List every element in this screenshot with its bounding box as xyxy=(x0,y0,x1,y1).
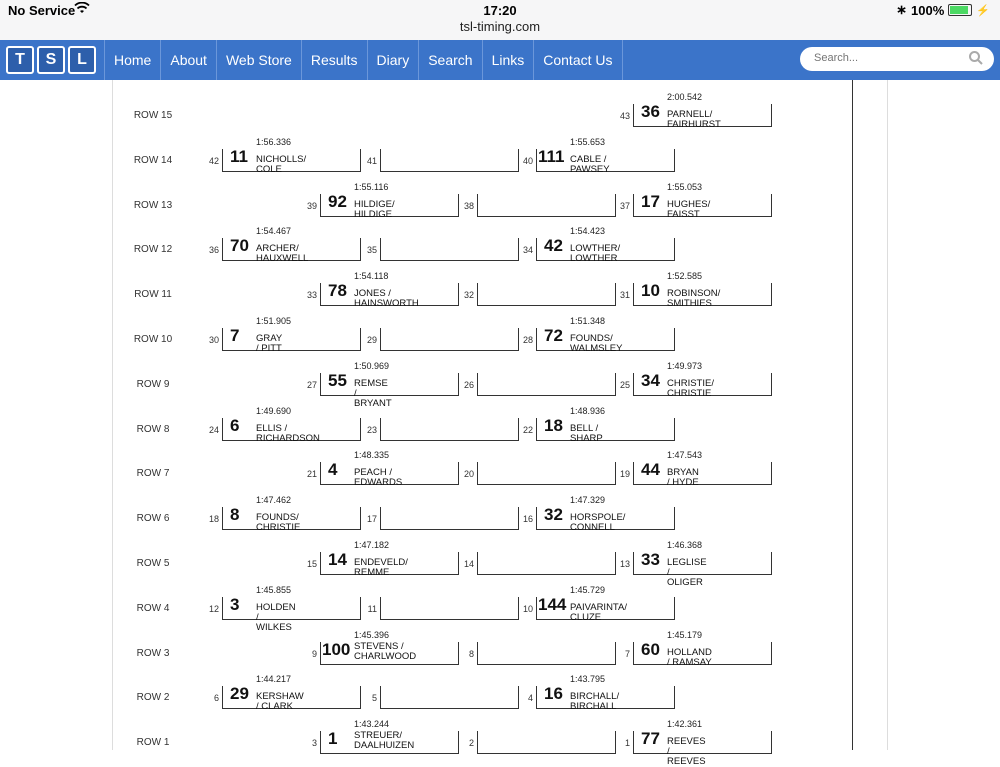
nav-web-store[interactable]: Web Store xyxy=(216,40,301,80)
logo-letter: S xyxy=(37,46,65,74)
logo-letter: T xyxy=(6,46,34,74)
carrier-label: No Service xyxy=(8,3,76,18)
charging-icon: ⚡ xyxy=(976,4,990,17)
grid-position: 39 xyxy=(306,200,317,211)
row-label: ROW 8 xyxy=(136,423,170,435)
grid-position: 42 xyxy=(208,155,219,166)
grid-box xyxy=(477,462,616,485)
car-number: 60 xyxy=(641,639,660,659)
driver-names: HUGHES/ FAISST xyxy=(667,198,711,220)
car-number: 4 xyxy=(328,460,338,480)
driver-names: PAIVARINTA/ CLUZE xyxy=(570,601,628,623)
car-number: 8 xyxy=(230,505,240,525)
car-number: 144 xyxy=(538,594,567,614)
grid-position: 9 xyxy=(311,648,317,659)
grid-border-right xyxy=(852,80,853,750)
lap-time: 1:55.116 xyxy=(354,181,389,192)
row-label: ROW 1 xyxy=(136,737,170,749)
driver-names: PARNELL/ FAIRHURST xyxy=(667,109,721,130)
grid-position: 28 xyxy=(522,335,533,345)
search-input[interactable] xyxy=(812,51,966,65)
car-number: 70 xyxy=(230,236,249,256)
grid-position: 37 xyxy=(619,200,630,211)
row-label: ROW 12 xyxy=(133,244,173,256)
car-number: 11 xyxy=(230,146,248,166)
grid-position: 14 xyxy=(463,559,474,569)
car-number: 78 xyxy=(328,281,347,301)
driver-names: HILDIGE/ HILDIGE xyxy=(354,198,395,220)
page-border-left xyxy=(112,80,113,750)
lap-time: 1:50.969 xyxy=(354,360,390,371)
car-number: 32 xyxy=(544,505,563,525)
driver-names: BRYAN / HYDE xyxy=(667,467,699,489)
page-border-right xyxy=(887,80,888,750)
driver-names: STREUER/ DAALHUIZEN xyxy=(354,730,415,752)
lap-time: 1:51.348 xyxy=(570,316,606,326)
driver-names: GRAY / PITT xyxy=(256,333,283,354)
car-number: 29 xyxy=(230,684,249,704)
grid-position: 35 xyxy=(366,245,377,256)
lap-time: 1:56.336 xyxy=(256,136,292,147)
row-label: ROW 2 xyxy=(136,692,170,704)
driver-names: BELL / SHARP xyxy=(570,422,603,444)
car-number: 36 xyxy=(641,102,660,121)
tsl-logo[interactable] xyxy=(6,46,96,74)
nav-about[interactable]: About xyxy=(160,40,216,80)
grid-position: 43 xyxy=(619,111,630,121)
grid-box xyxy=(477,552,616,575)
grid-position: 19 xyxy=(619,469,630,480)
grid-position: 5 xyxy=(371,693,377,704)
lap-time: 1:52.585 xyxy=(667,271,703,282)
driver-names: LOWTHER/ LOWTHER xyxy=(570,243,621,265)
car-number: 3 xyxy=(230,594,240,614)
car-number: 100 xyxy=(322,639,351,659)
lap-time: 2:00.542 xyxy=(667,92,703,102)
site-nav xyxy=(0,40,1000,80)
row-label: ROW 5 xyxy=(136,558,170,569)
car-number: 92 xyxy=(328,191,347,211)
driver-names: STEVENS / CHARLWOOD xyxy=(354,640,417,662)
driver-names: FOUNDS/ WALMSLEY xyxy=(570,333,623,354)
grid-position: 38 xyxy=(463,200,474,211)
grid-position: 24 xyxy=(208,424,219,435)
nav-results[interactable]: Results xyxy=(301,40,367,80)
grid-position: 36 xyxy=(208,245,219,256)
grid-box xyxy=(477,194,616,217)
grid-box xyxy=(380,507,519,530)
driver-names: CABLE / PAWSEY xyxy=(570,153,610,175)
lap-time: 1:49.973 xyxy=(667,360,703,371)
grid-position: 17 xyxy=(366,514,377,525)
grid-position: 8 xyxy=(468,648,474,659)
lap-time: 1:55.653 xyxy=(570,136,606,147)
car-number: 17 xyxy=(641,191,660,211)
grid-position: 41 xyxy=(366,155,377,166)
row-label: ROW 10 xyxy=(133,334,173,345)
lap-time: 1:45.179 xyxy=(667,629,703,640)
lap-time: 1:48.936 xyxy=(570,405,606,416)
lap-time: 1:43.244 xyxy=(354,719,390,730)
grid-box xyxy=(380,149,519,172)
grid-box xyxy=(380,686,519,709)
row-label: ROW 3 xyxy=(136,647,170,659)
driver-names: ARCHER/ HAUXWELL xyxy=(256,243,309,265)
clock: 17:20 xyxy=(483,3,517,18)
car-number: 18 xyxy=(544,415,563,435)
status-right xyxy=(896,2,990,18)
grid-position: 7 xyxy=(624,648,630,659)
grid-position: 16 xyxy=(522,514,533,525)
driver-names: CHRISTIE/ CHRISTIE xyxy=(667,377,714,399)
lap-time: 1:47.329 xyxy=(570,495,606,506)
bluetooth-icon: ∗ xyxy=(896,2,908,17)
driver-names: NICHOLLS/ COLE xyxy=(256,153,307,175)
logo-letter: L xyxy=(68,46,96,74)
grid-position: 33 xyxy=(306,290,317,301)
grid-position: 30 xyxy=(208,335,219,345)
driver-names: ELLIS / RICHARDSON xyxy=(256,422,320,444)
car-number: 42 xyxy=(544,236,563,256)
nav-search[interactable]: Search xyxy=(418,40,481,80)
car-number: 33 xyxy=(641,550,660,569)
grid-position: 13 xyxy=(619,559,630,569)
lap-time: 1:43.795 xyxy=(570,674,606,685)
lap-time: 1:45.729 xyxy=(570,584,606,595)
grid-position: 11 xyxy=(367,603,377,614)
grid-position: 10 xyxy=(522,603,533,614)
grid-position: 12 xyxy=(208,603,219,614)
address-bar[interactable]: tsl-timing.com xyxy=(459,19,541,34)
grid-position: 21 xyxy=(306,469,317,480)
driver-names: JONES / HAINSWORTH xyxy=(354,288,419,310)
nav-home[interactable]: Home xyxy=(104,40,160,80)
driver-names: REEVES / REEVES xyxy=(667,736,706,767)
driver-names: HORSPOLE/ CONNELL xyxy=(570,512,626,534)
row-label: ROW 15 xyxy=(133,110,173,121)
car-number: 10 xyxy=(641,281,660,301)
row-label: ROW 7 xyxy=(136,468,170,480)
car-number: 7 xyxy=(230,326,240,345)
driver-names: HOLLAND / RAMSAY xyxy=(667,646,712,668)
search-box[interactable] xyxy=(800,47,994,71)
lap-time: 1:45.396 xyxy=(354,629,390,640)
driver-names: ROBINSON/ SMITHIES xyxy=(667,288,721,310)
car-number: 16 xyxy=(544,684,563,704)
car-number: 55 xyxy=(328,370,347,390)
lap-time: 1:45.855 xyxy=(256,584,292,595)
driver-names: LEGLISE / OLIGER xyxy=(667,557,707,588)
driver-names: BIRCHALL/ BIRCHALL xyxy=(570,691,620,713)
lap-time: 1:49.690 xyxy=(256,405,292,416)
grid-position: 40 xyxy=(522,155,533,166)
grid-position: 18 xyxy=(208,514,219,525)
car-number: 44 xyxy=(641,460,660,480)
grid-position: 3 xyxy=(311,738,317,749)
nav-contact-us[interactable]: Contact Us xyxy=(533,40,622,80)
grid-position: 31 xyxy=(619,290,630,301)
grid-box xyxy=(477,283,616,306)
lap-time: 1:48.335 xyxy=(354,450,390,461)
grid-position: 34 xyxy=(522,245,533,256)
lap-time: 1:46.368 xyxy=(667,540,703,550)
grid-position: 15 xyxy=(306,559,317,569)
grid-position: 27 xyxy=(306,379,317,390)
row-label: ROW 9 xyxy=(136,378,170,390)
grid-box xyxy=(380,597,519,620)
driver-names: HOLDEN / WILKES xyxy=(256,601,296,633)
lap-time: 1:54.118 xyxy=(354,271,389,282)
grid-position: 4 xyxy=(527,693,533,704)
grid-box xyxy=(380,418,519,441)
row-label: ROW 11 xyxy=(134,289,172,301)
results-content xyxy=(0,80,1000,767)
battery-icon xyxy=(948,4,972,16)
lap-time: 1:55.053 xyxy=(667,181,703,192)
car-number: 34 xyxy=(641,370,660,390)
grid-position: 29 xyxy=(366,335,377,345)
car-number: 111 xyxy=(538,146,565,166)
lap-time: 1:54.467 xyxy=(256,226,292,237)
driver-names: KERSHAW / CLARK xyxy=(256,691,304,713)
car-number: 77 xyxy=(641,729,660,749)
row-label: ROW 4 xyxy=(136,602,170,614)
grid-box xyxy=(380,328,519,351)
row-label: ROW 13 xyxy=(133,199,173,211)
grid-position: 32 xyxy=(463,290,474,301)
nav-links[interactable]: Links xyxy=(482,40,534,80)
row-label: ROW 14 xyxy=(133,154,173,166)
lap-time: 1:42.361 xyxy=(667,719,703,730)
car-number: 1 xyxy=(328,729,338,749)
grid-box xyxy=(477,642,616,665)
lap-time: 1:54.423 xyxy=(570,226,606,237)
battery-percent: 100% xyxy=(911,2,945,18)
grid-position: 25 xyxy=(619,379,630,390)
lap-time: 1:44.217 xyxy=(256,674,292,685)
driver-names: PEACH / EDWARDS xyxy=(354,467,403,489)
grid-position: 22 xyxy=(522,424,533,435)
lap-time: 1:47.182 xyxy=(354,540,390,550)
driver-names: FOUNDS/ CHRISTIE xyxy=(256,512,301,534)
grid-position: 23 xyxy=(366,424,377,435)
grid-position: 2 xyxy=(468,738,474,749)
car-number: 6 xyxy=(230,415,240,435)
lap-time: 1:47.462 xyxy=(256,495,292,506)
driver-names: ENDEVELD/ REMME xyxy=(354,557,408,578)
ios-status-bar xyxy=(0,0,1000,40)
grid-box xyxy=(477,731,616,754)
grid-position: 1 xyxy=(624,738,630,749)
grid-position: 26 xyxy=(463,379,474,390)
search-icon[interactable] xyxy=(968,50,984,66)
grid-box xyxy=(380,238,519,261)
row-label: ROW 6 xyxy=(136,513,170,525)
grid-position: 20 xyxy=(463,469,474,480)
car-number: 72 xyxy=(544,326,563,345)
grid-box xyxy=(222,328,361,351)
car-number: 14 xyxy=(328,550,347,569)
grid-box xyxy=(477,373,616,396)
lap-time: 1:51.905 xyxy=(256,316,292,326)
driver-names: REMSE / BRYANT xyxy=(354,377,392,409)
grid-position: 6 xyxy=(213,693,219,704)
nav-diary[interactable]: Diary xyxy=(367,40,419,80)
nav-menu xyxy=(104,40,623,80)
lap-time: 1:47.543 xyxy=(667,450,703,461)
